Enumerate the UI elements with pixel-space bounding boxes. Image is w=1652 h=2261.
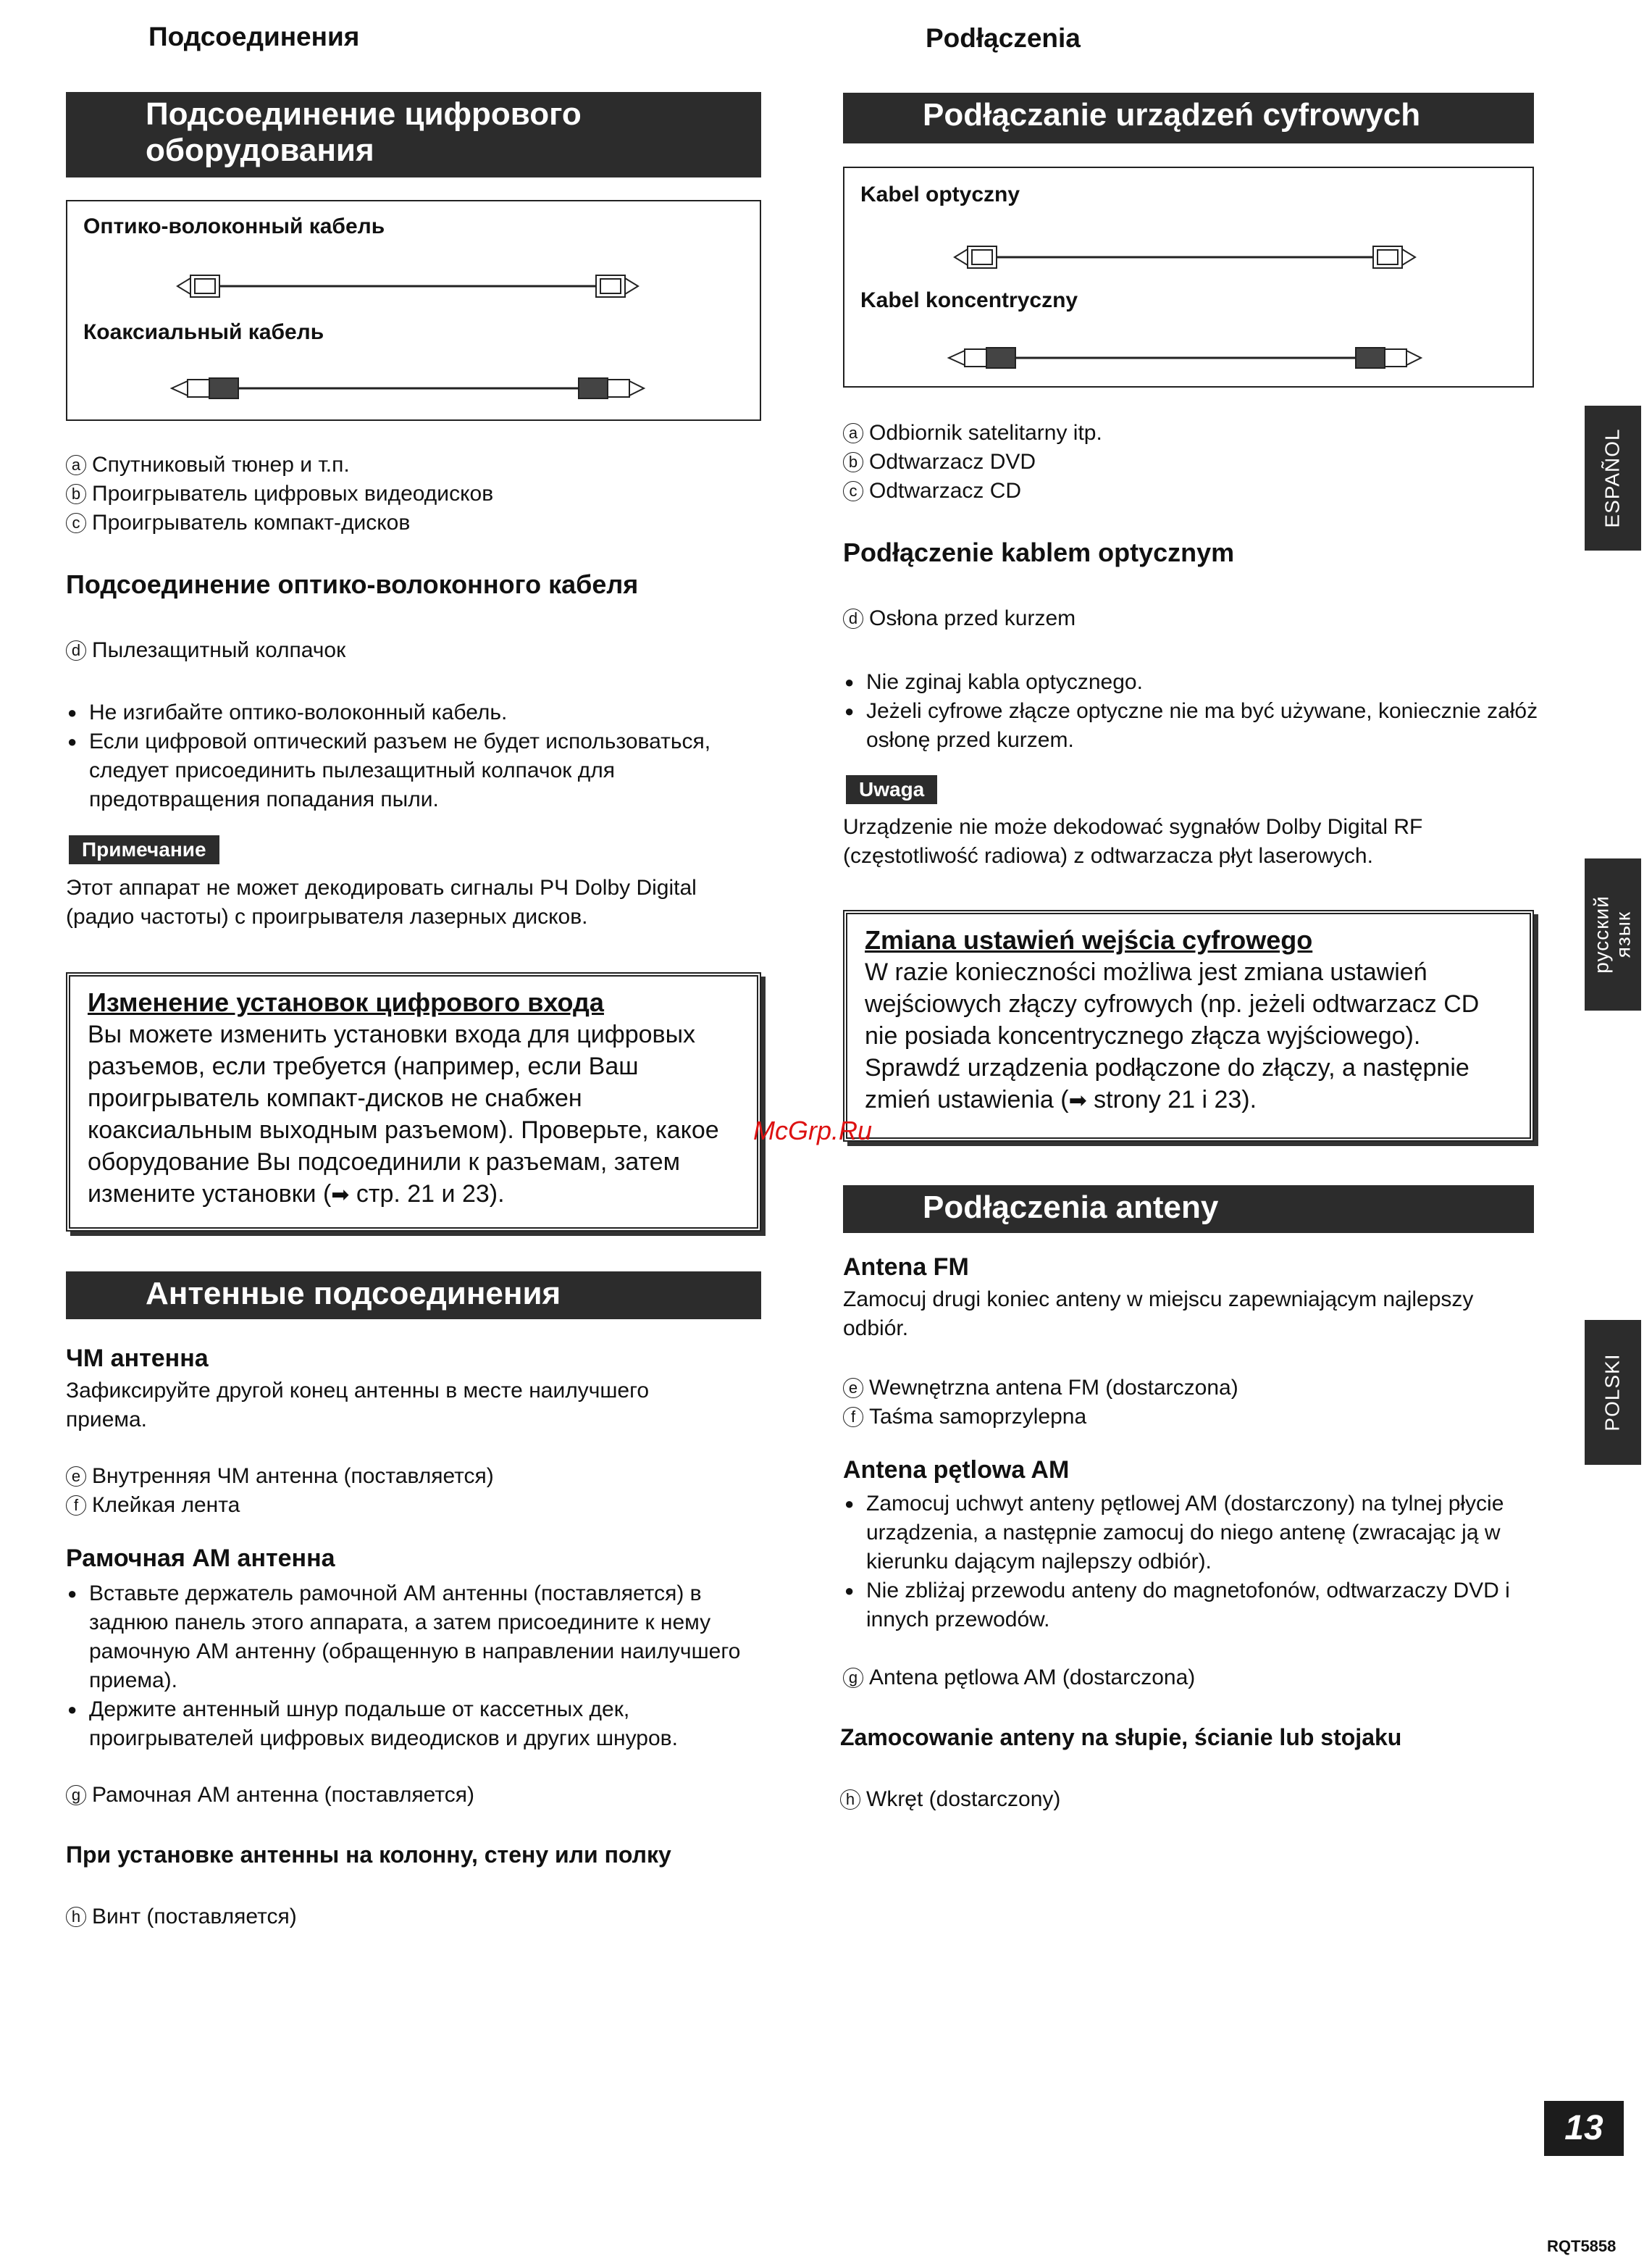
list-item: ● Вставьте держатель рамочной АМ антенны (поставляется) в заднюю панель этого аппарата, а затем присоедините к нему рамочную АМ антенну (обращенную в направлении наилучшего приема). — [66, 1579, 761, 1695]
right-device-legend — [843, 419, 1102, 506]
right-fm-legend — [843, 1374, 1238, 1432]
legend-text: Taśma samoprzylepna — [869, 1405, 1087, 1429]
right-notice-title: Zmiana ustawień wejścia cyfrowego — [865, 925, 1313, 955]
left-notice-body-end: стр. 21 и 23). — [349, 1180, 505, 1208]
list-item — [843, 1374, 1238, 1403]
list-item — [843, 448, 1102, 477]
left-coax-cable-icon — [169, 372, 647, 404]
right-note-text: Urządzenie nie może dekodować sygnałów Dolby Digital RF (częstotliwość radiowa) z odtwarzacza płyt laserowych. — [843, 815, 1423, 868]
arrow-right-icon: ➡ — [1068, 1089, 1087, 1113]
right-optical-cable-icon — [946, 239, 1424, 275]
page-number: 13 — [1544, 2101, 1624, 2156]
left-dust-cap-legend — [66, 636, 345, 665]
right-am-bullets — [843, 1489, 1538, 1634]
left-device-legend — [66, 451, 493, 538]
side-tab-polski — [1585, 1320, 1641, 1465]
list-item: ● Держите антенный шнур подальше от кассетных дек, проигрывателей цифровых видеодисков и других шнуров. — [66, 1695, 761, 1753]
side-tab-label: ESPAÑOL — [1601, 428, 1624, 528]
left-note-text: Этот аппарат не может декодировать сигналы РЧ Dolby Digital (радио частоты) с проигрывателя лазерных дисков. — [66, 876, 697, 929]
legend-letter-c: c — [843, 481, 863, 501]
left-fm-legend — [66, 1462, 494, 1520]
list-item: ● Не изгибайте оптико-волоконный кабель. — [66, 698, 718, 727]
legend-letter-h: h — [66, 1907, 86, 1927]
right-mount-legend — [840, 1785, 1060, 1814]
left-mount-legend — [66, 1902, 297, 1931]
left-optical-bullets — [66, 698, 718, 814]
right-notice-box — [843, 910, 1534, 1142]
legend-letter-b: b — [843, 452, 863, 472]
legend-text: Клейкая лента — [92, 1493, 240, 1517]
legend-letter-f: f — [66, 1495, 86, 1516]
left-banner-antenna: Антенные подсоединения — [66, 1271, 761, 1319]
legend-letter-e: e — [66, 1466, 86, 1487]
list-item — [843, 1403, 1238, 1432]
left-coax-cable-label: Коаксиальный кабель — [83, 320, 324, 344]
right-optical-heading: Podłączenie kablem optycznym — [843, 538, 1235, 567]
right-fm-text: Zamocuj drugi koniec anteny w miejscu zapewniającym najlepszy odbiór. — [843, 1287, 1474, 1340]
left-mount-heading: При установке антенны на колонну, стену или полку — [66, 1842, 671, 1868]
arrow-right-icon: ➡ — [331, 1183, 350, 1207]
legend-letter-a: a — [843, 423, 863, 443]
legend-letter-h: h — [840, 1789, 860, 1810]
left-banner-digital-line2: оборудования — [146, 133, 374, 168]
legend-letter-d: d — [66, 640, 86, 661]
watermark: McGrp.Ru — [753, 1116, 873, 1145]
list-item — [66, 1491, 494, 1520]
legend-letter-g: g — [843, 1668, 863, 1688]
legend-text: Проигрыватель компакт-дисков — [92, 511, 411, 535]
left-note-tag: Примечание — [69, 835, 219, 864]
legend-letter-e: e — [843, 1378, 863, 1398]
legend-text: Спутниковый тюнер и т.п. — [92, 453, 350, 477]
left-notice-title: Изменение установок цифрового входа — [88, 987, 604, 1017]
right-note-tag: Uwaga — [846, 775, 937, 804]
list-item: ● Если цифровой оптический разъем не будет использоваться, следует присоединить пылезащитный колпачок для предотвращения попадания пыли. — [66, 727, 718, 814]
left-optical-cable-icon — [169, 268, 647, 304]
left-notice-body: Вы можете изменить установки входа для цифровых разъемов, если требуется (например, если Ваш проигрыватель компакт-дисков не снабжен коаксиальным выходным разъемом). Проверьте, какое оборудование Вы подсоединили к разъемам, затем измените установки ( — [88, 1021, 719, 1208]
list-item — [66, 509, 493, 538]
left-notice-box — [66, 972, 761, 1232]
list-item — [843, 477, 1102, 506]
right-am-heading: Antena pętlowa AM — [843, 1456, 1070, 1484]
legend-letter-c: c — [66, 513, 86, 533]
list-item — [66, 1462, 494, 1491]
legend-text: Wewnętrzna antena FM (dostarczona) — [869, 1376, 1238, 1400]
legend-text: Wkręt (dostarczony) — [866, 1787, 1061, 1811]
right-notice-body-end: strony 21 i 23). — [1086, 1086, 1257, 1113]
left-am-legend — [66, 1781, 474, 1810]
left-top-title: Подсоединения — [148, 22, 360, 51]
legend-text: Osłona przed kurzem — [869, 606, 1076, 630]
legend-text: Проигрыватель цифровых видеодисков — [92, 482, 494, 506]
left-fm-text: Зафиксируйте другой конец антенны в месте наилучшего приема. — [66, 1379, 650, 1432]
doc-code: RQT5858 — [1547, 2237, 1617, 2255]
list-item — [66, 451, 493, 480]
right-fm-heading: Antena FM — [843, 1253, 969, 1281]
right-dust-cap-legend — [843, 604, 1076, 633]
list-item — [66, 480, 493, 509]
right-banner-antenna: Podłączenia anteny — [843, 1185, 1534, 1233]
right-banner-digital: Podłączanie urządzeń cyfrowych — [843, 93, 1534, 143]
legend-text: Внутренняя ЧМ антенна (поставляется) — [92, 1464, 494, 1488]
right-notice-body: W razie konieczności możliwa jest zmiana ustawień wejściowych złączy cyfrowych (np. jeżeli odtwarzacz CD nie posiada koncentrycznego złącza wyjściowego). Sprawdź urządzenia podłączone do złączy, a następnie zmień ustawienia ( — [865, 958, 1480, 1113]
legend-text: Odbiornik satelitarny itp. — [869, 421, 1102, 445]
right-optical-bullets — [843, 668, 1538, 755]
right-optical-cable-label: Kabel optyczny — [860, 183, 1020, 206]
legend-text: Пылезащитный колпачок — [92, 638, 346, 662]
right-am-legend — [843, 1663, 1195, 1692]
left-banner-digital — [66, 92, 761, 177]
left-am-bullets — [66, 1579, 761, 1753]
legend-text: Odtwarzacz CD — [869, 479, 1022, 503]
legend-letter-d: d — [843, 609, 863, 629]
legend-text: Рамочная АМ антенна (поставляется) — [92, 1783, 474, 1807]
left-am-heading: Рамочная АМ антенна — [66, 1545, 335, 1572]
right-mount-heading: Zamocowanie anteny na słupie, ścianie lub stojaku — [840, 1724, 1402, 1750]
legend-text: Odtwarzacz DVD — [869, 450, 1036, 474]
left-optical-cable-label: Оптико-волоконный кабель — [83, 214, 385, 238]
left-optical-heading: Подсоединение оптико-волоконного кабеля — [66, 569, 639, 599]
legend-text: Винт (поставляется) — [92, 1905, 297, 1928]
side-tab-label: POLSKI — [1601, 1353, 1624, 1432]
side-tab-espanol — [1585, 406, 1641, 551]
side-tab-label: русский язык — [1590, 895, 1635, 974]
left-banner-digital-line1: Подсоединение цифрового — [146, 96, 582, 132]
legend-text: Antena pętlowa AM (dostarczona) — [869, 1666, 1196, 1689]
list-item — [843, 419, 1102, 448]
legend-letter-a: a — [66, 455, 86, 475]
list-item: ● Nie zbliżaj przewodu anteny do magnetofonów, odtwarzaczy DVD i innych przewodów. — [843, 1576, 1538, 1634]
list-item: ● Nie zginaj kabla optycznego. — [843, 668, 1538, 697]
legend-letter-b: b — [66, 484, 86, 504]
left-fm-heading: ЧМ антенна — [66, 1345, 209, 1372]
legend-letter-g: g — [66, 1785, 86, 1805]
legend-letter-f: f — [843, 1407, 863, 1427]
right-top-title: Podłączenia — [926, 23, 1081, 53]
left-cable-box — [66, 200, 761, 421]
right-cable-box — [843, 167, 1534, 388]
side-tab-russian — [1585, 858, 1641, 1011]
list-item: ● Zamocuj uchwyt anteny pętlowej AM (dostarczony) na tylnej płycie urządzenia, a następnie zamocuj do niego antenę (zwracając ją w kierunku dającym najlepszy odbiór). — [843, 1489, 1538, 1576]
right-coax-cable-icon — [946, 342, 1424, 374]
right-coax-cable-label: Kabel koncentryczny — [860, 288, 1078, 312]
list-item: ● Jeżeli cyfrowe złącze optyczne nie ma być używane, koniecznie załóż osłonę przed kurzem. — [843, 697, 1538, 755]
